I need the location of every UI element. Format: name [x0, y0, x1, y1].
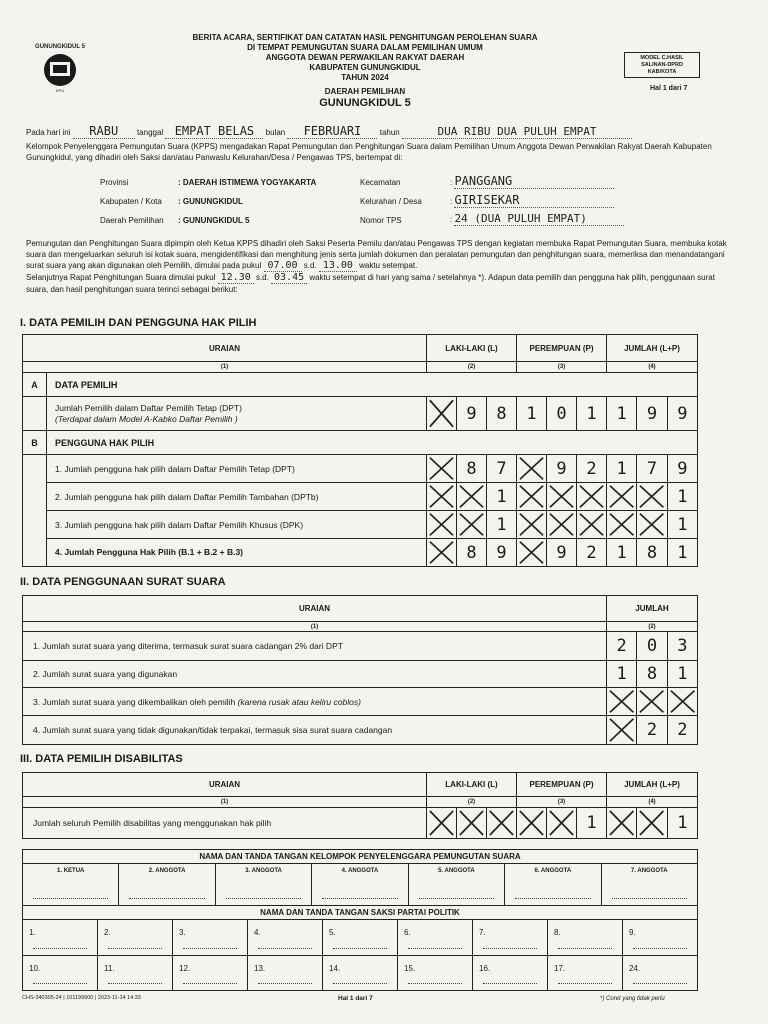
crossed-box — [607, 511, 636, 538]
crossed-box — [517, 455, 546, 482]
signature-line — [322, 898, 397, 899]
kpu-logo — [28, 36, 92, 96]
signature-line — [408, 948, 462, 949]
signature-cell[interactable] — [548, 920, 623, 955]
signature-line — [612, 898, 687, 899]
count-start: 12.30 — [218, 272, 254, 284]
signature-cell[interactable] — [23, 920, 98, 955]
s3-row-text: Jumlah seluruh Pemilih disabilitas yang menggunakan hak pilih — [23, 808, 427, 838]
signature-line — [408, 983, 462, 984]
signature-line — [515, 898, 590, 899]
row-text: 2. Jumlah pengguna hak pilih dalam Daftar Pemilih Tambahan (DPTb) — [47, 483, 427, 510]
col-perempuan: PEREMPUAN (P) — [517, 335, 607, 362]
signature-label: 2. ANGGOTA — [148, 868, 186, 874]
signature-label: 6. ANGGOTA — [534, 868, 572, 874]
digit-box: 1 — [616, 403, 627, 424]
crossed-box — [456, 483, 486, 510]
saksi-row — [23, 956, 697, 990]
crossed-box — [427, 808, 456, 838]
signature-line — [33, 898, 108, 899]
a1-subtext: (Terdapat dalam Model A-Kabko Daftar Pemilih ) — [55, 414, 238, 424]
row-text: 3. Jumlah surat suara yang dikembalikan oleh pemilih (karena rusak atau keliru coblos) — [23, 688, 607, 715]
logo-text: GUNUNGKIDUL 5 — [35, 44, 85, 50]
col-uraian: URAIAN — [23, 335, 427, 362]
table-row — [47, 539, 697, 566]
tps-value: 24 (DUA PULUH EMPAT) — [454, 212, 624, 226]
section2-title: II. DATA PENGGUNAAN SURAT SUARA — [20, 576, 226, 588]
s2-col-jumlah: JUMLAH — [607, 596, 697, 622]
digit-box: 0 — [636, 632, 666, 660]
signature-cell[interactable] — [473, 956, 548, 990]
signature-cell[interactable] — [623, 956, 697, 990]
col-num: (1) — [23, 622, 607, 632]
digit-box: 8 — [456, 455, 486, 482]
section-a-title: DATA PEMILIH — [47, 373, 697, 397]
signature-cell[interactable] — [119, 864, 215, 905]
signature-line — [558, 948, 612, 949]
crossed-box — [546, 808, 576, 838]
signature-label: 8. — [554, 928, 561, 937]
saksi-title: NAMA DAN TANDA TANGAN SAKSI PARTAI POLITIK — [23, 906, 697, 920]
provinsi-value: : DAERAH ISTIMEWA YOGYAKARTA — [178, 178, 317, 187]
signature-cell[interactable] — [216, 864, 312, 905]
crossed-box — [517, 483, 546, 510]
s3-col-uraian: URAIAN — [23, 773, 427, 797]
signature-line — [483, 983, 537, 984]
signature-line — [633, 948, 687, 949]
col-laki: LAKI-LAKI (L) — [427, 335, 517, 362]
a1-text: Jumlah Pemilih dalam Daftar Pemilih Tetap (DPT) — [55, 403, 242, 413]
row-text: 4. Jumlah Pengguna Hak Pilih (B.1 + B.2 + B.3) — [47, 539, 427, 566]
crossed-box — [636, 688, 666, 715]
section1-title: I. DATA PEMILIH DAN PENGGUNA HAK PILIH — [20, 317, 257, 329]
table-row — [47, 511, 697, 539]
waktu-setempat: waktu setempat. — [359, 261, 418, 270]
hari-value: RABU — [73, 124, 135, 139]
title-line: TAHUN 2024 — [341, 73, 389, 82]
s3-col-jumlah: JUMLAH (L+P) — [607, 773, 697, 797]
signature-label: 12. — [179, 964, 191, 973]
signature-cell[interactable] — [23, 956, 98, 990]
s3-laki — [427, 808, 517, 838]
signature-line — [108, 983, 162, 984]
digit-box: 0 — [546, 397, 576, 430]
s3-col-laki: LAKI-LAKI (L) — [427, 773, 517, 797]
signature-cell[interactable] — [98, 920, 173, 955]
row-laki — [427, 455, 517, 482]
table-row — [23, 716, 697, 744]
signature-cell[interactable] — [248, 920, 323, 955]
end-time: 13.00 — [319, 260, 357, 272]
tanggal-label: tanggal — [136, 128, 164, 137]
signature-label: 10. — [29, 964, 41, 973]
signature-line — [33, 983, 87, 984]
dapil-loc-value: : GUNUNGKIDUL 5 — [178, 216, 250, 225]
row-jumlah — [607, 632, 697, 660]
signature-label: 15. — [404, 964, 416, 973]
a1-row — [47, 397, 427, 431]
kabupaten-label: Kabupaten / Kota — [100, 197, 162, 206]
digit-box: 8 — [636, 661, 666, 687]
signature-label: 24. — [629, 964, 641, 973]
digit-box: 9 — [546, 455, 576, 482]
model-box — [624, 52, 700, 78]
table-row — [47, 455, 697, 483]
row-perempuan — [517, 511, 607, 538]
hari-label: Pada hari ini — [26, 128, 71, 137]
saksi-row — [23, 920, 697, 956]
row-jumlah — [607, 688, 697, 715]
col-num: (3) — [517, 362, 607, 373]
location-block: Provinsi : DAERAH ISTIMEWA YOGYAKARTA Kabupaten / Kota : GUNUNGKIDUL Daerah Pemilihan : GUNUNGKIDUL 5 Kecamatan : PANGGANG Kelurahan / Desa : GIRISEKAR Nomor TPS : 24 (DUA PULUH EMPAT) — [100, 174, 660, 234]
header-title — [130, 33, 600, 110]
signature-line — [633, 983, 687, 984]
digit-box: 1 — [616, 542, 627, 563]
procedure-block — [26, 238, 738, 295]
digit-box: 9 — [636, 397, 666, 430]
signature-cell[interactable] — [98, 956, 173, 990]
digit-box: 1 — [667, 808, 697, 838]
crossed-box — [427, 511, 456, 538]
digit-box: 8 — [456, 539, 486, 566]
signature-label: 9. — [629, 928, 636, 937]
digit-box: 8 — [636, 539, 666, 566]
digit-box: 1 — [667, 661, 697, 687]
signature-cell[interactable] — [173, 920, 248, 955]
digit-box: 1 — [616, 458, 627, 479]
s3-col-perempuan: PEREMPUAN (P) — [517, 773, 607, 797]
crossed-box — [517, 808, 546, 838]
signature-cell[interactable] — [473, 920, 548, 955]
row-laki — [427, 511, 517, 538]
col-num: (3) — [517, 797, 607, 808]
signature-cell[interactable] — [248, 956, 323, 990]
signature-line — [333, 948, 387, 949]
crossed-box — [607, 716, 636, 744]
signature-label: 14. — [329, 964, 341, 973]
section3-title: III. DATA PEMILIH DISABILITAS — [20, 753, 183, 765]
signature-label: 5. ANGGOTA — [438, 868, 475, 874]
row-jumlah — [607, 455, 697, 482]
provinsi-label: Provinsi — [100, 178, 129, 187]
model-line: MODEL C.HASIL — [640, 55, 684, 61]
kecamatan-value: PANGGANG — [454, 174, 614, 189]
row-perempuan — [517, 455, 607, 482]
col-num: (2) — [427, 797, 517, 808]
crossed-box — [576, 483, 606, 510]
row-text: 4. Jumlah surat suara yang tidak digunakan/tidak terpakai, termasuk sisa surat suara cadangan — [23, 716, 607, 744]
section1-table — [22, 334, 698, 567]
footer-page: Hal 1 dari 7 — [338, 995, 373, 1002]
crossed-box — [636, 808, 666, 838]
signature-cell[interactable] — [23, 864, 119, 905]
a1-perempuan — [517, 397, 607, 431]
a1-jumlah — [607, 397, 697, 431]
kelurahan-label: Kelurahan / Desa — [360, 197, 422, 206]
signature-line — [108, 948, 162, 949]
digit-box: 9 — [486, 539, 516, 566]
signature-label: 11. — [104, 964, 115, 973]
model-line: KAB/KOTA — [647, 69, 677, 75]
col-num: (4) — [607, 362, 697, 373]
crossed-box — [546, 483, 576, 510]
col-num: (1) — [23, 362, 427, 373]
signature-line — [183, 948, 237, 949]
footer-code: CHS-340305-24 | 101199900 | 2023-11-14 14:33 — [22, 995, 141, 1001]
intro-line — [26, 124, 736, 139]
row-laki — [427, 539, 517, 566]
crossed-box — [456, 511, 486, 538]
digit-box: 1 — [526, 403, 537, 424]
digit-box: 9 — [667, 397, 697, 430]
digit-box: 9 — [456, 397, 486, 430]
kabupaten-value: : GUNUNGKIDUL — [178, 197, 243, 206]
section-a-label: A — [23, 373, 47, 397]
table-row — [23, 688, 697, 716]
digit-box: 7 — [486, 455, 516, 482]
col-num: (4) — [607, 797, 697, 808]
sd-label: s.d. — [303, 261, 317, 270]
crossed-box — [546, 511, 576, 538]
model-line: SALINAN-DPRD — [641, 62, 683, 68]
signature-label: 1. KETUA — [57, 868, 85, 874]
a1-laki — [427, 397, 517, 431]
section2-table — [22, 595, 698, 745]
signature-cell[interactable] — [409, 864, 505, 905]
signature-line — [419, 898, 494, 899]
row-jumlah — [607, 483, 697, 510]
crossed-box — [636, 483, 666, 510]
signature-line — [258, 948, 312, 949]
signature-line — [258, 983, 312, 984]
section3-table — [22, 772, 698, 839]
digit-box: 8 — [486, 397, 516, 430]
crossed-box — [427, 397, 456, 430]
signature-label: 2. — [104, 928, 111, 937]
dapil-value: GUNUNGKIDUL 5 — [319, 97, 411, 109]
logo-subtext: KPU — [55, 88, 65, 93]
digit-box: 2 — [576, 455, 606, 482]
digit-box: 1 — [576, 808, 606, 838]
crossed-box — [517, 511, 546, 538]
crossed-box — [427, 539, 456, 566]
tanggal-value: EMPAT BELAS — [165, 124, 263, 139]
signature-label: 4. ANGGOTA — [341, 868, 379, 874]
kpps-roles — [23, 864, 697, 906]
signature-cell[interactable] — [323, 920, 398, 955]
table-row — [23, 661, 697, 688]
signature-cell[interactable] — [398, 920, 473, 955]
signature-cell[interactable] — [398, 956, 473, 990]
start-time: 07.00 — [264, 260, 302, 272]
digit-box: 1 — [667, 483, 697, 510]
section-b-title: PENGGUNA HAK PILIH — [47, 431, 697, 455]
row-jumlah — [607, 661, 697, 687]
signature-label: 4. — [254, 928, 261, 937]
digit-box: 1 — [576, 397, 606, 430]
crossed-box — [517, 539, 546, 566]
row-text: 2. Jumlah surat suara yang digunakan — [23, 661, 607, 687]
signature-cell[interactable] — [548, 956, 623, 990]
signature-label: 13. — [254, 964, 266, 973]
crossed-box — [456, 808, 486, 838]
signature-cell[interactable] — [623, 920, 697, 955]
row-jumlah — [607, 539, 697, 566]
tahun-label: tahun — [379, 128, 400, 137]
row-jumlah — [607, 511, 697, 538]
signature-cell[interactable] — [602, 864, 697, 905]
digit-box: 2 — [616, 636, 627, 656]
section-b-label: B — [23, 431, 47, 455]
signature-line — [33, 948, 87, 949]
s3-perempuan — [517, 808, 607, 838]
title-line: KABUPATEN GUNUNGKIDUL — [309, 63, 421, 72]
line2-prefix: Selanjutnya Rapat Penghitungan Suara dimulai pukul — [26, 273, 216, 282]
crossed-box — [427, 455, 456, 482]
digit-box: 3 — [667, 632, 697, 660]
dapil-loc-label: Daerah Pemilihan — [100, 216, 164, 225]
digit-box: 1 — [486, 511, 516, 538]
digit-box: 9 — [546, 539, 576, 566]
signature-label: 1. — [29, 928, 36, 937]
crossed-box — [607, 688, 636, 715]
digit-box: 1 — [667, 539, 697, 566]
kpps-title: NAMA DAN TANDA TANGAN KELOMPOK PENYELENGGARA PEMUNGUTAN SUARA — [23, 850, 697, 864]
digit-box: 2 — [667, 716, 697, 744]
bulan-value: FEBRUARI — [287, 124, 377, 139]
crossed-box — [607, 483, 636, 510]
crossed-box — [486, 808, 516, 838]
signature-label: 3. ANGGOTA — [245, 868, 282, 874]
signature-cell[interactable] — [173, 956, 248, 990]
title-line: ANGGOTA DEWAN PERWAKILAN RAKYAT DAERAH — [265, 53, 465, 62]
digit-box: 7 — [636, 455, 666, 482]
title-line: BERITA ACARA, SERTIFIKAT DAN CATATAN HASIL PENGHITUNGAN PEROLEHAN SUARA — [192, 33, 538, 42]
crossed-box — [576, 511, 606, 538]
digit-box: 1 — [486, 483, 516, 510]
signature-label: 17. — [554, 964, 566, 973]
col-num: (2) — [607, 622, 697, 632]
signature-cell[interactable] — [323, 956, 398, 990]
crossed-box — [607, 808, 636, 838]
digit-box: 1 — [667, 511, 697, 538]
signature-label: 7. — [479, 928, 486, 937]
crossed-box — [636, 511, 666, 538]
s2-col-uraian: URAIAN — [23, 596, 607, 622]
row-text: 1. Jumlah pengguna hak pilih dalam Daftar Pemilih Tetap (DPT) — [47, 455, 427, 482]
signature-line — [129, 898, 204, 899]
kelurahan-value: GIRISEKAR — [454, 193, 614, 208]
tahun-value: DUA RIBU DUA PULUH EMPAT — [402, 125, 632, 139]
signature-line — [183, 983, 237, 984]
footer-note: *) Coret yang tidak perlu — [600, 996, 665, 1002]
line2-suffix: waktu setempat di hari yang sama / setelahnya *). Adapun data pemilih dan pengguna hak pilih, penggunaan surat suara, dan hasil penghitungan suara terinci sebagai berikut: — [26, 273, 715, 294]
signature-label: 6. — [404, 928, 411, 937]
signature-cell[interactable] — [312, 864, 408, 905]
digit-box: 1 — [616, 664, 627, 684]
digit-box: 9 — [667, 455, 697, 482]
signature-line — [483, 948, 537, 949]
signature-line — [226, 898, 301, 899]
b-rows — [47, 455, 697, 566]
col-num: (1) — [23, 797, 427, 808]
sd-label-2: s.d. — [255, 273, 269, 282]
digit-box: 2 — [636, 716, 666, 744]
row-text: 1. Jumlah surat suara yang diterima, termasuk surat suara cadangan 2% dari DPT — [23, 632, 607, 660]
s3-jumlah — [607, 808, 697, 838]
row-jumlah — [607, 716, 697, 744]
signature-line — [558, 983, 612, 984]
count-end: 03.45 — [271, 272, 307, 284]
signature-cell[interactable] — [505, 864, 601, 905]
s2-rows — [23, 632, 697, 744]
signature-label: 5. — [329, 928, 336, 937]
col-num: (2) — [427, 362, 517, 373]
table-row — [23, 632, 697, 661]
title-line: DI TEMPAT PEMUNGUTAN SUARA DALAM PEMILIHAN UMUM — [247, 43, 483, 52]
tps-label: Nomor TPS — [360, 216, 402, 225]
crossed-box — [427, 483, 456, 510]
col-jumlah: JUMLAH (L+P) — [607, 335, 697, 362]
bulan-label: bulan — [265, 128, 286, 137]
signature-label: 3. — [179, 928, 186, 937]
procedure-text: Pemungutan dan Penghitungan Suara dipimpin oleh Ketua KPPS dihadiri oleh Saksi Peserta Pemilu dan/atau Pengawas TPS dengan kegiatan membuka Rapat Pemungutan Suara, membuka kotak suara dan mengeluarkan seluruh isi kotak suara, mengidentifikasi dan menghitung jenis serta jumlah dokumen dan peralatan pemungutan dan penghitungan suara, memeriksa dan menandatangani surat suara yang akan digunakan oleh Pemilih, dimulai pada pukul — [26, 239, 727, 270]
signature-table — [22, 849, 698, 991]
row-perempuan — [517, 539, 607, 566]
row-perempuan — [517, 483, 607, 510]
row-text: 3. Jumlah pengguna hak pilih dalam Daftar Pemilih Khusus (DPK) — [47, 511, 427, 538]
row-laki — [427, 483, 517, 510]
signature-label: 7. ANGGOTA — [630, 868, 668, 874]
digit-box: 2 — [576, 539, 606, 566]
page-label: Hal 1 dari 7 — [650, 85, 688, 92]
signature-line — [333, 983, 387, 984]
dapil-label: DAERAH PEMILIHAN — [324, 87, 406, 96]
kecamatan-label: Kecamatan — [360, 178, 401, 187]
crossed-box — [667, 688, 697, 715]
signature-label: 16. — [479, 964, 491, 973]
table-row — [47, 483, 697, 511]
intro-paragraph: Kelompok Penyelenggara Pemungutan Suara (KPPS) mengadakan Rapat Pemungutan dan Penghitungan Suara dalam Pemilihan Umum Anggota Dewan Perwakilan Rakyat Daerah Kabupaten Gunungkidul, yang dihadiri oleh Saksi dan/atau Panwaslu Kelurahan/Desa / Pengawas TPS, bertempat di: — [26, 142, 712, 162]
